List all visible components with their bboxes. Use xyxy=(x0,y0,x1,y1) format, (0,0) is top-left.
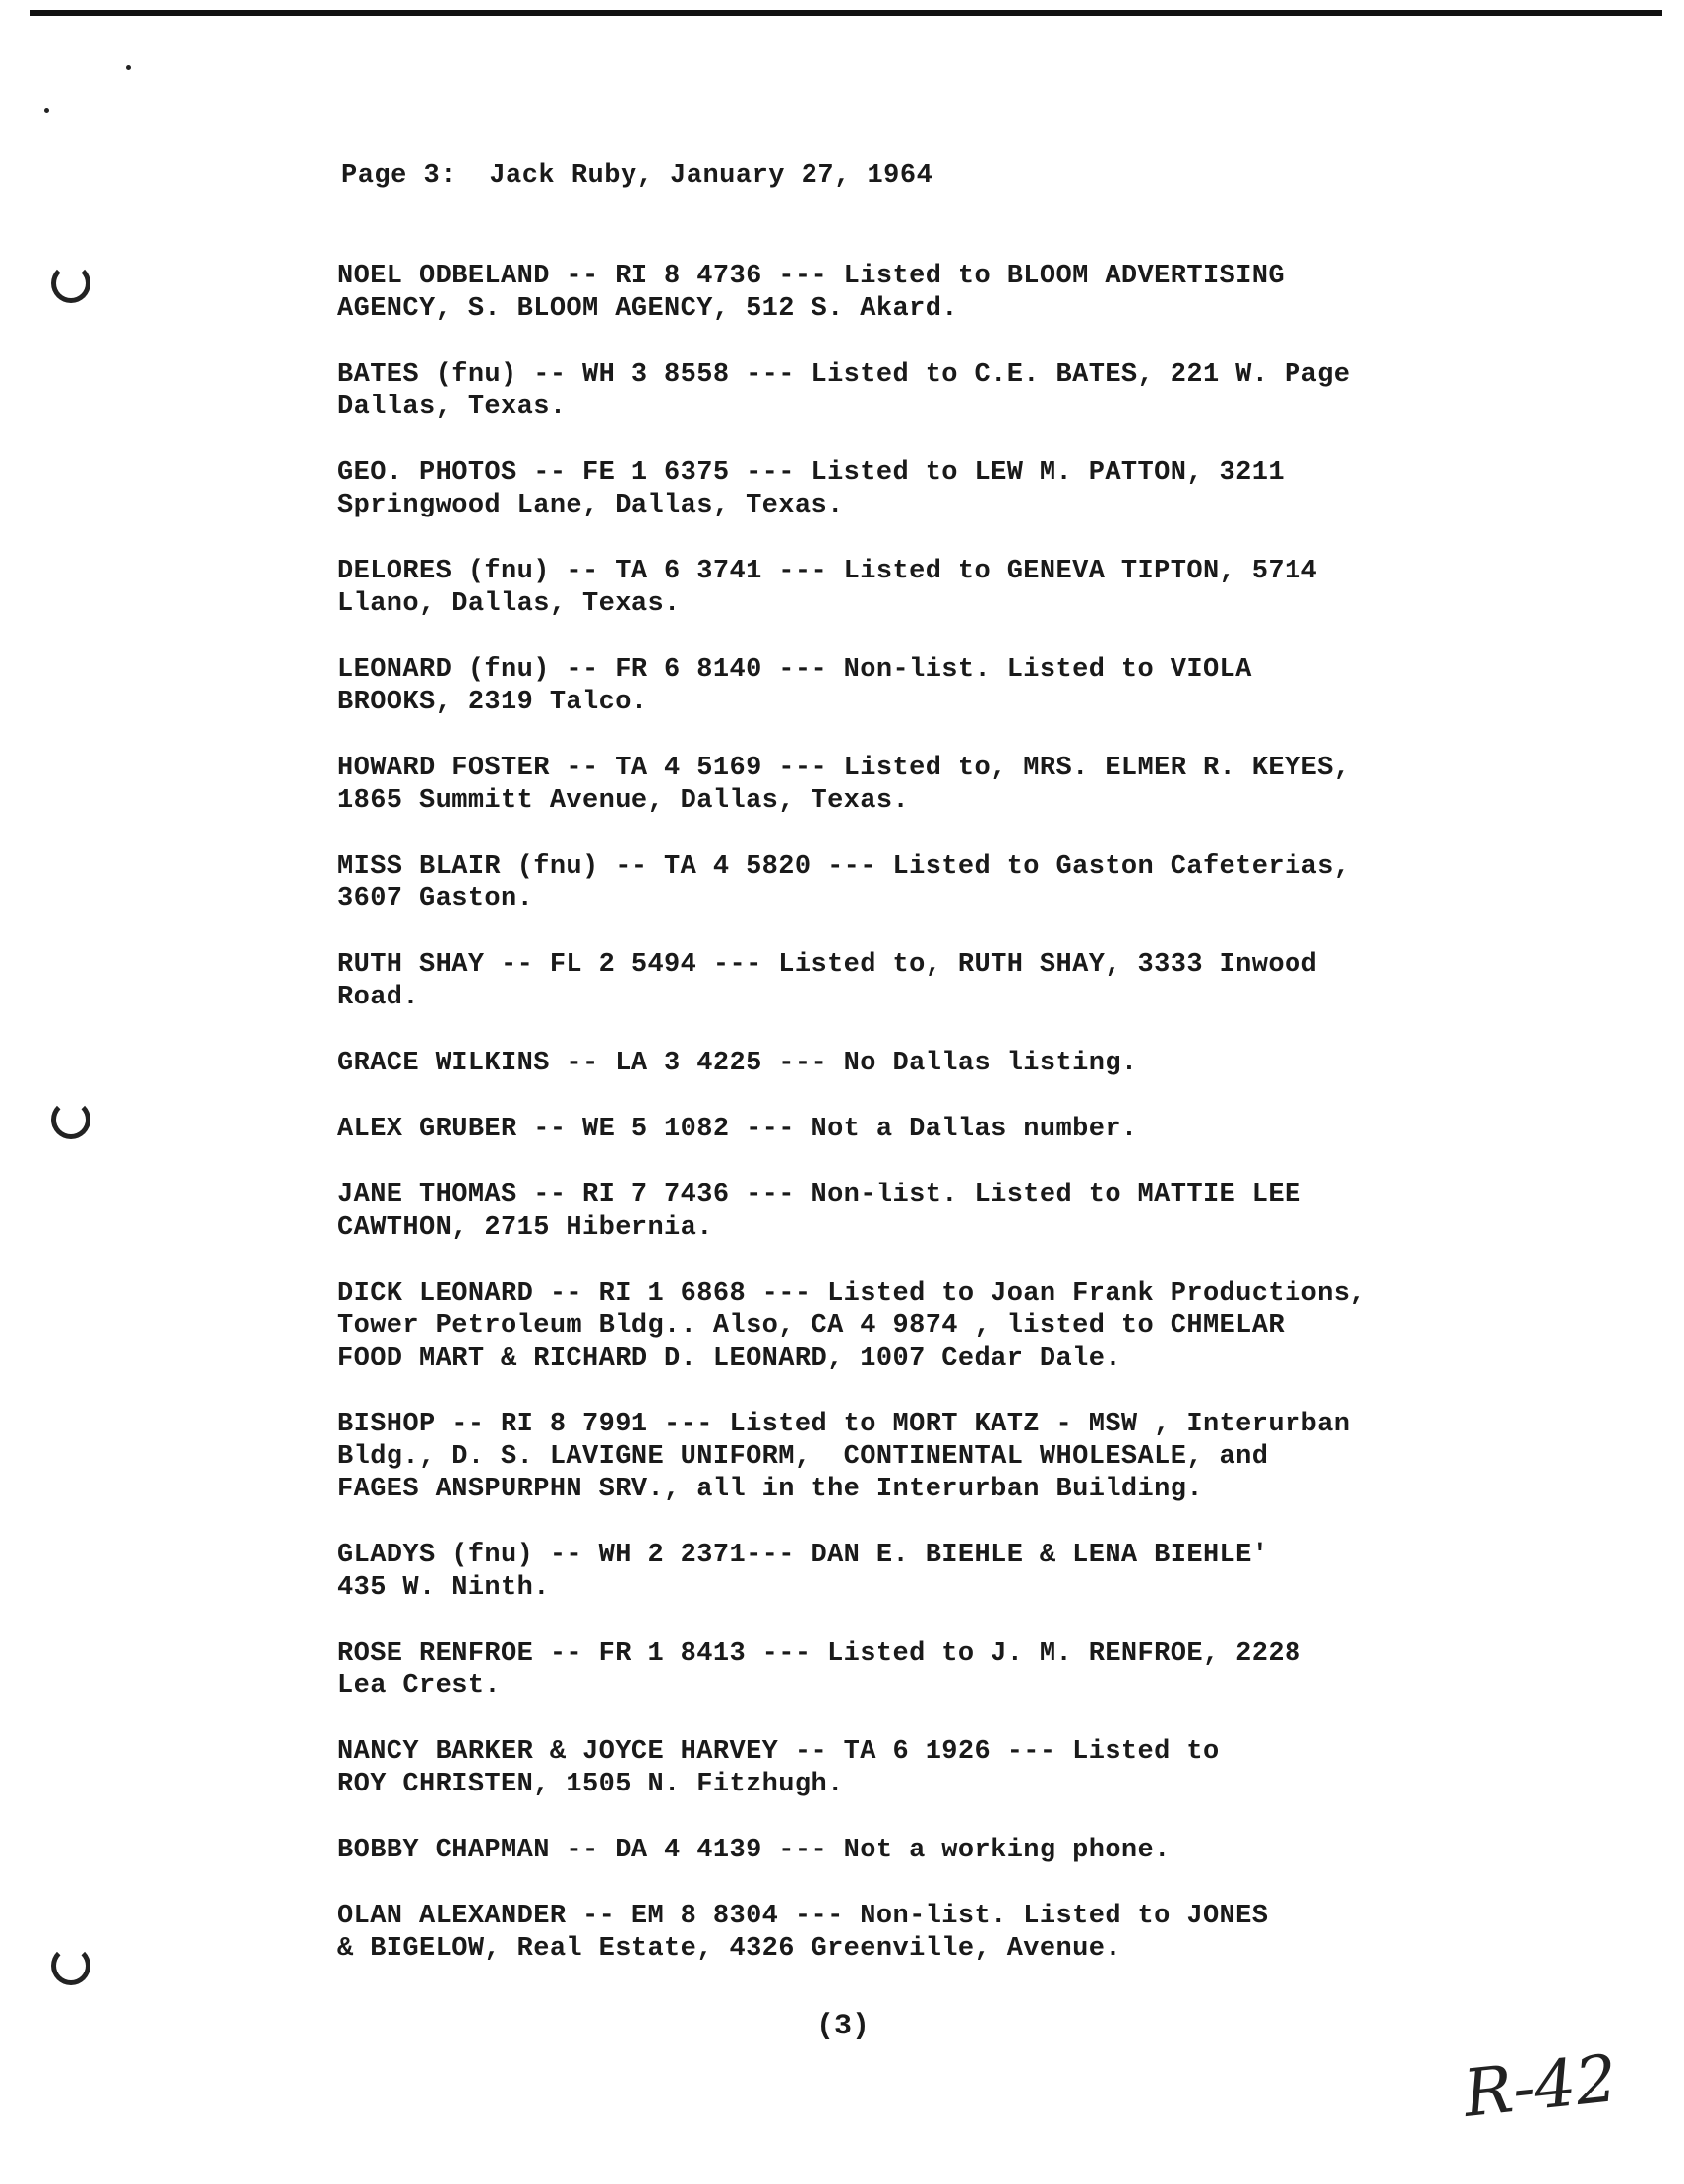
punch-hole xyxy=(51,1100,90,1139)
list-item xyxy=(337,1409,1478,1506)
entry-line: AGENCY, S. BLOOM AGENCY, 512 S. Akard. xyxy=(337,294,958,324)
handwritten-note: R-42 xyxy=(1460,2040,1621,2132)
list-item xyxy=(337,654,1478,719)
list-item xyxy=(337,1901,1478,1966)
entry-line: FAGES ANSPURPHN SRV., all in the Interurban Building. xyxy=(337,1475,1203,1504)
entry-line: HOWARD FOSTER -- TA 4 5169 --- Listed to, MRS. ELMER R. KEYES, xyxy=(337,754,1351,783)
list-item xyxy=(337,949,1478,1014)
list-item xyxy=(337,1540,1478,1605)
entry-line: BATES (fnu) -- WH 3 8558 --- Listed to C.E. BATES, 221 W. Page xyxy=(337,360,1351,390)
page-number: (3) xyxy=(816,2010,871,2043)
list-item xyxy=(337,1114,1478,1146)
entry-line: GRACE WILKINS -- LA 3 4225 --- No Dallas listing. xyxy=(337,1049,1138,1078)
entry-line: DELORES (fnu) -- TA 6 3741 --- Listed to GENEVA TIPTON, 5714 xyxy=(337,557,1318,586)
list-item xyxy=(337,1638,1478,1703)
punch-hole xyxy=(51,264,90,303)
list-item xyxy=(337,457,1478,522)
list-item xyxy=(337,753,1478,818)
page-header: Page 3: Jack Ruby, January 27, 1964 xyxy=(341,161,933,191)
entry-line: MISS BLAIR (fnu) -- TA 4 5820 --- Listed to Gaston Cafeterias, xyxy=(337,852,1351,881)
entry-line: Dallas, Texas. xyxy=(337,393,567,422)
top-rule xyxy=(30,10,1662,16)
entry-line: 3607 Gaston. xyxy=(337,884,534,914)
entry-line: Llano, Dallas, Texas. xyxy=(337,589,681,619)
list-item xyxy=(337,851,1478,916)
entry-line: OLAN ALEXANDER -- EM 8 8304 --- Non-list. Listed to JONES xyxy=(337,1902,1269,1931)
list-item xyxy=(337,261,1478,326)
entry-line: NOEL ODBELAND -- RI 8 4736 --- Listed to BLOOM ADVERTISING xyxy=(337,262,1285,291)
list-item xyxy=(337,556,1478,621)
speck xyxy=(44,108,49,113)
entry-line: ROY CHRISTEN, 1505 N. Fitzhugh. xyxy=(337,1770,844,1799)
entry-line: BISHOP -- RI 8 7991 --- Listed to MORT KATZ - MSW , Interurban xyxy=(337,1410,1351,1439)
entry-line: Bldg., D. S. LAVIGNE UNIFORM, CONTINENTAL WHOLESALE, and xyxy=(337,1442,1269,1472)
entry-line: & BIGELOW, Real Estate, 4326 Greenville, Avenue. xyxy=(337,1934,1121,1964)
entry-line: RUTH SHAY -- FL 2 5494 --- Listed to, RUTH SHAY, 3333 Inwood xyxy=(337,950,1318,980)
list-item xyxy=(337,1048,1478,1080)
entry-line: Tower Petroleum Bldg.. Also, CA 4 9874 , listed to CHMELAR xyxy=(337,1311,1285,1341)
entry-line: GLADYS (fnu) -- WH 2 2371--- DAN E. BIEHLE & LENA BIEHLE' xyxy=(337,1541,1269,1570)
list-item xyxy=(337,1180,1478,1244)
punch-hole xyxy=(51,1946,90,1985)
list-item xyxy=(337,1278,1478,1375)
entry-line: LEONARD (fnu) -- FR 6 8140 --- Non-list. Listed to VIOLA xyxy=(337,655,1252,685)
entry-line: JANE THOMAS -- RI 7 7436 --- Non-list. Listed to MATTIE LEE xyxy=(337,1181,1301,1210)
entry-line: NANCY BARKER & JOYCE HARVEY -- TA 6 1926 --- Listed to xyxy=(337,1737,1220,1767)
entry-line: Springwood Lane, Dallas, Texas. xyxy=(337,491,844,520)
entry-line: DICK LEONARD -- RI 1 6868 --- Listed to Joan Frank Productions, xyxy=(337,1279,1366,1308)
list-item xyxy=(337,1835,1478,1867)
entry-line: ALEX GRUBER -- WE 5 1082 --- Not a Dallas number. xyxy=(337,1115,1138,1144)
entry-line: Road. xyxy=(337,983,420,1012)
speck xyxy=(126,65,131,70)
entry-line: BROOKS, 2319 Talco. xyxy=(337,688,648,717)
entry-line: GEO. PHOTOS -- FE 1 6375 --- Listed to LEW M. PATTON, 3211 xyxy=(337,458,1285,488)
entry-line: 435 W. Ninth. xyxy=(337,1573,550,1603)
list-item xyxy=(337,1736,1478,1801)
entry-line: BOBBY CHAPMAN -- DA 4 4139 --- Not a working phone. xyxy=(337,1836,1171,1865)
entry-line: CAWTHON, 2715 Hibernia. xyxy=(337,1213,713,1243)
entry-line: 1865 Summitt Avenue, Dallas, Texas. xyxy=(337,786,910,816)
entry-list xyxy=(337,261,1478,1999)
entry-line: ROSE RENFROE -- FR 1 8413 --- Listed to J. M. RENFROE, 2228 xyxy=(337,1639,1301,1668)
list-item xyxy=(337,359,1478,424)
entry-line: Lea Crest. xyxy=(337,1671,502,1701)
entry-line: FOOD MART & RICHARD D. LEONARD, 1007 Cedar Dale. xyxy=(337,1344,1121,1373)
